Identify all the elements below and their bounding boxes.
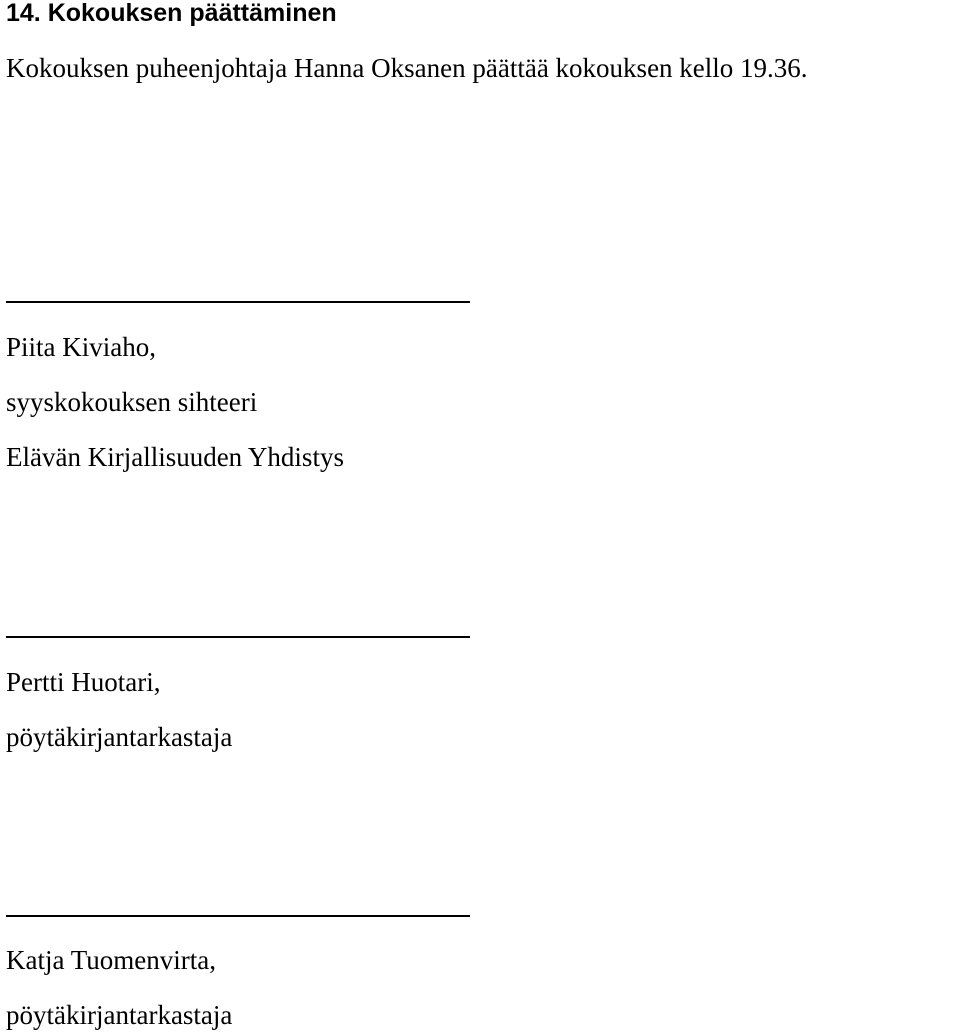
signature-line-examiner-1	[6, 636, 470, 638]
signer-role-examiner-2: pöytäkirjantarkastaja	[6, 1000, 233, 1030]
section-heading: 14. Kokouksen päättäminen	[6, 0, 337, 27]
signer-role-examiner-1: pöytäkirjantarkastaja	[6, 722, 233, 752]
signer-organization: Elävän Kirjallisuuden Yhdistys	[6, 442, 344, 472]
signer-name-examiner-2: Katja Tuomenvirta,	[6, 945, 216, 975]
signature-line-secretary	[6, 301, 470, 303]
signer-role-secretary: syyskokouksen sihteeri	[6, 387, 258, 417]
signature-line-examiner-2	[6, 915, 470, 917]
signer-name-examiner-1: Pertti Huotari,	[6, 667, 161, 697]
signer-name-secretary: Piita Kiviaho,	[6, 332, 156, 362]
section-body-text: Kokouksen puheenjohtaja Hanna Oksanen päättää kokouksen kello 19.36.	[6, 53, 808, 83]
